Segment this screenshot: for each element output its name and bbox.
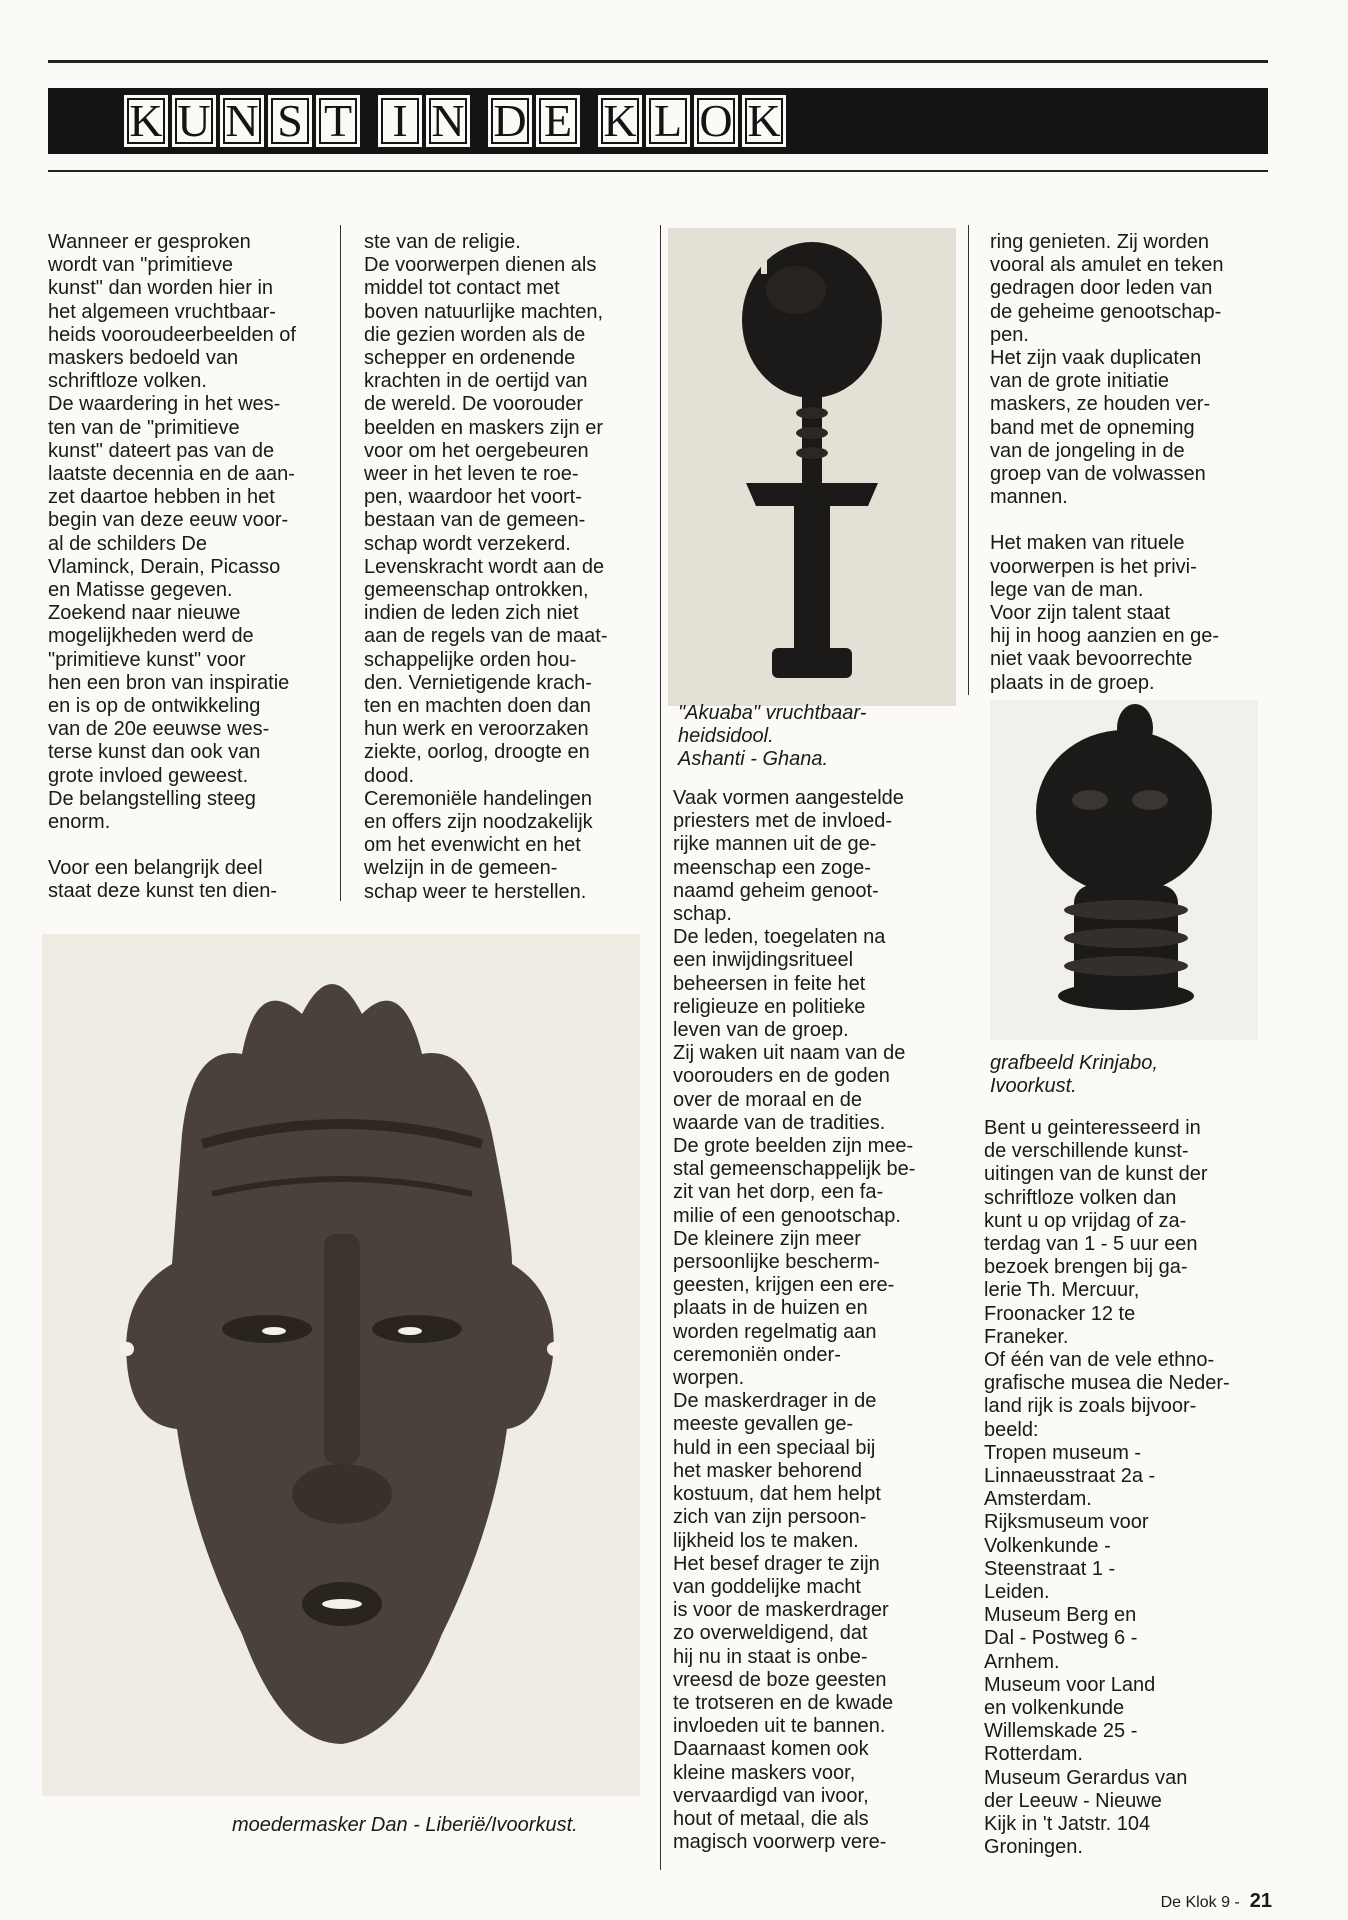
page-number: 21 [1249,1890,1272,1912]
article-column-2 [364,231,654,904]
page-footer [1161,1890,1272,1913]
title-letter: I [378,95,422,147]
column-divider [340,225,341,901]
paragraph: Het maken van rituele voorwerpen is het privi- lege van de man. Voor zijn talent staat hij in hoog aanzien en ge- niet vaak bevoorrechte plaats in de groep. [990,532,1220,694]
column-divider [660,225,661,1870]
krinjabo-caption: grafbeeld Krinjabo, Ivoorkust. [990,1052,1158,1097]
column-divider [968,225,969,695]
top-rule [48,60,1268,63]
title-word [488,95,584,147]
title-word [598,95,790,147]
dan-mask-image [42,934,640,1796]
title-letter: S [268,95,312,147]
paragraph: ste van de religie. De voorwerpen dienen als middel tot contact met boven natuurlijke machten, die gezien worden als de schepper en ordenende krachten in de oertijd van de wereld. De voorouder beelden en maskers zijn er voor om het oergebeuren weer in het leven te roe- pen, waardoor het voort- bestaan van de gemeen- schap wordt verzekerd. Levenskracht wordt aan de gemeenschap ontrokken, indien de leden zich niet aan de regels van de maat- schappelijke orden hou- den. Vernietigende krach- ten en machten doen dan hun werk en veroorzaken ziekte, oorlog, droogte en dood. Ceremoniële handelingen en offers zijn noodzakelijk om het evenwicht en het welzijn in de gemeen- schap weer te herstellen. [364,231,608,903]
dan-mask-photo [42,934,640,1796]
title-letter: T [316,95,360,147]
paragraph: Wanneer er gesproken wordt van "primitieve kunst" dan worden hier in het algemeen vruchtbaar- heids vooroudeerbeelden of maskers bedoeld van schriftloze volken. De waardering in het wes- ten van de "primitieve kunst" dateert pas van de laatste decennia en de aan- zet daartoe hebben in het begin van deze eeuw voor- al de schilders De Vlaminck, Derain, Picasso en Matisse gegeven. Zoekend naar nieuwe mogelijkheden werd de "primitieve kunst" voor hen een bron van inspiratie en is op de ontwikkeling van de 20e eeuwse wes- terse kunst dan ook van grote invloed geweest. De belangstelling steeg enorm. [48,231,296,834]
paragraph: Vaak vormen aangestelde priesters met de invloed- rijke mannen uit de ge- meenschap een zoge- naamd geheim genoot- schap. De leden, toegelaten na een inwijdingsritueel beheersen in feite het religieuze en politieke leven van de groep. Zij waken uit naam van de voorouders en de goden over de moraal en de waarde van de tradities. De grote beelden zijn mee- stal gemeenschappelijk be- zit van het dorp, een fa- milie of een genootschap. De kleinere zijn meer persoonlijke bescherm- geesten, krijgen een ere- plaats in de huizen en worden regelmatig aan ceremoniën onder- worpen. De maskerdrager in de meeste gevallen ge- huld in een speciaal bij het masker behorend kostuum, dat hem helpt zich van zijn persoon- lijkheid los te maken. Het besef drager te zijn van goddelijke macht is voor de maskerdrager zo overweldigend, dat hij nu in staat is onbe- vreesd de boze geesten te trotseren en de kwade invloeden uit te bannen. Daarnaast komen ook kleine maskers voor, vervaardigd van ivoor, hout of metaal, die als magisch voorwerp vere- [673,787,916,1854]
article-column-4-top [990,231,1260,695]
akuaba-figure-image [668,228,956,706]
title-letter: K [124,95,168,147]
akuaba-photo [668,228,956,706]
title-word [124,95,364,147]
mask-caption: moedermasker Dan - Liberië/Ivoorkust. [232,1814,578,1836]
title-letter: U [172,95,216,147]
krinjabo-head-image [990,700,1258,1040]
title-letter: N [220,95,264,147]
title-underline-rule [48,170,1268,172]
title-letter: D [488,95,532,147]
title-letter: E [536,95,580,147]
page-title [124,95,804,147]
title-letter: K [598,95,642,147]
paragraph: Bent u geinteresseerd in de verschillende kunst- uitingen van de kunst der schriftloze volken dan kunt u op vrijdag of za- terdag van 1 - 5 uur een bezoek brengen bij ga- lerie Th. Mercuur, Froonacker 12 te Franeker. Of één van de vele ethno- grafische musea die Neder- land rijk is zoals bijvoor- beeld: Tropen museum - Linnaeusstraat 2a - Amsterdam. Rijksmuseum voor Volkenkunde - Steenstraat 1 - Leiden. Museum Berg en Dal - Postweg 6 - Arnhem. Museum voor Land en volkenkunde Willemskade 25 - Rotterdam. Museum Gerardus van der Leeuw - Nieuwe Kijk in 't Jatstr. 104 Groningen. [984,1117,1230,1859]
article-column-3 [673,787,958,1854]
title-banner [48,88,1268,154]
akuaba-caption: "Akuaba" vruchtbaar- heidsidool. Ashanti - Ghana. [678,702,867,770]
paragraph: Voor een belangrijk deel staat deze kunst ten dien- [48,857,278,903]
article-column-4-bottom [984,1117,1262,1860]
publication-name: De Klok 9 - [1160,1894,1240,1911]
title-letter: O [694,95,738,147]
article-column-1 [48,231,338,904]
title-letter: N [426,95,470,147]
title-word [378,95,474,147]
title-letter: L [646,95,690,147]
krinjabo-photo [990,700,1258,1040]
title-letter: K [742,95,786,147]
paragraph: ring genieten. Zij worden vooral als amulet en teken gedragen door leden van de geheime genootschap- pen. Het zijn vaak duplicaten van de grote initiatie maskers, ze houden ver- band met de opneming van de jongeling in de groep van de volwassen mannen. [990,231,1224,509]
